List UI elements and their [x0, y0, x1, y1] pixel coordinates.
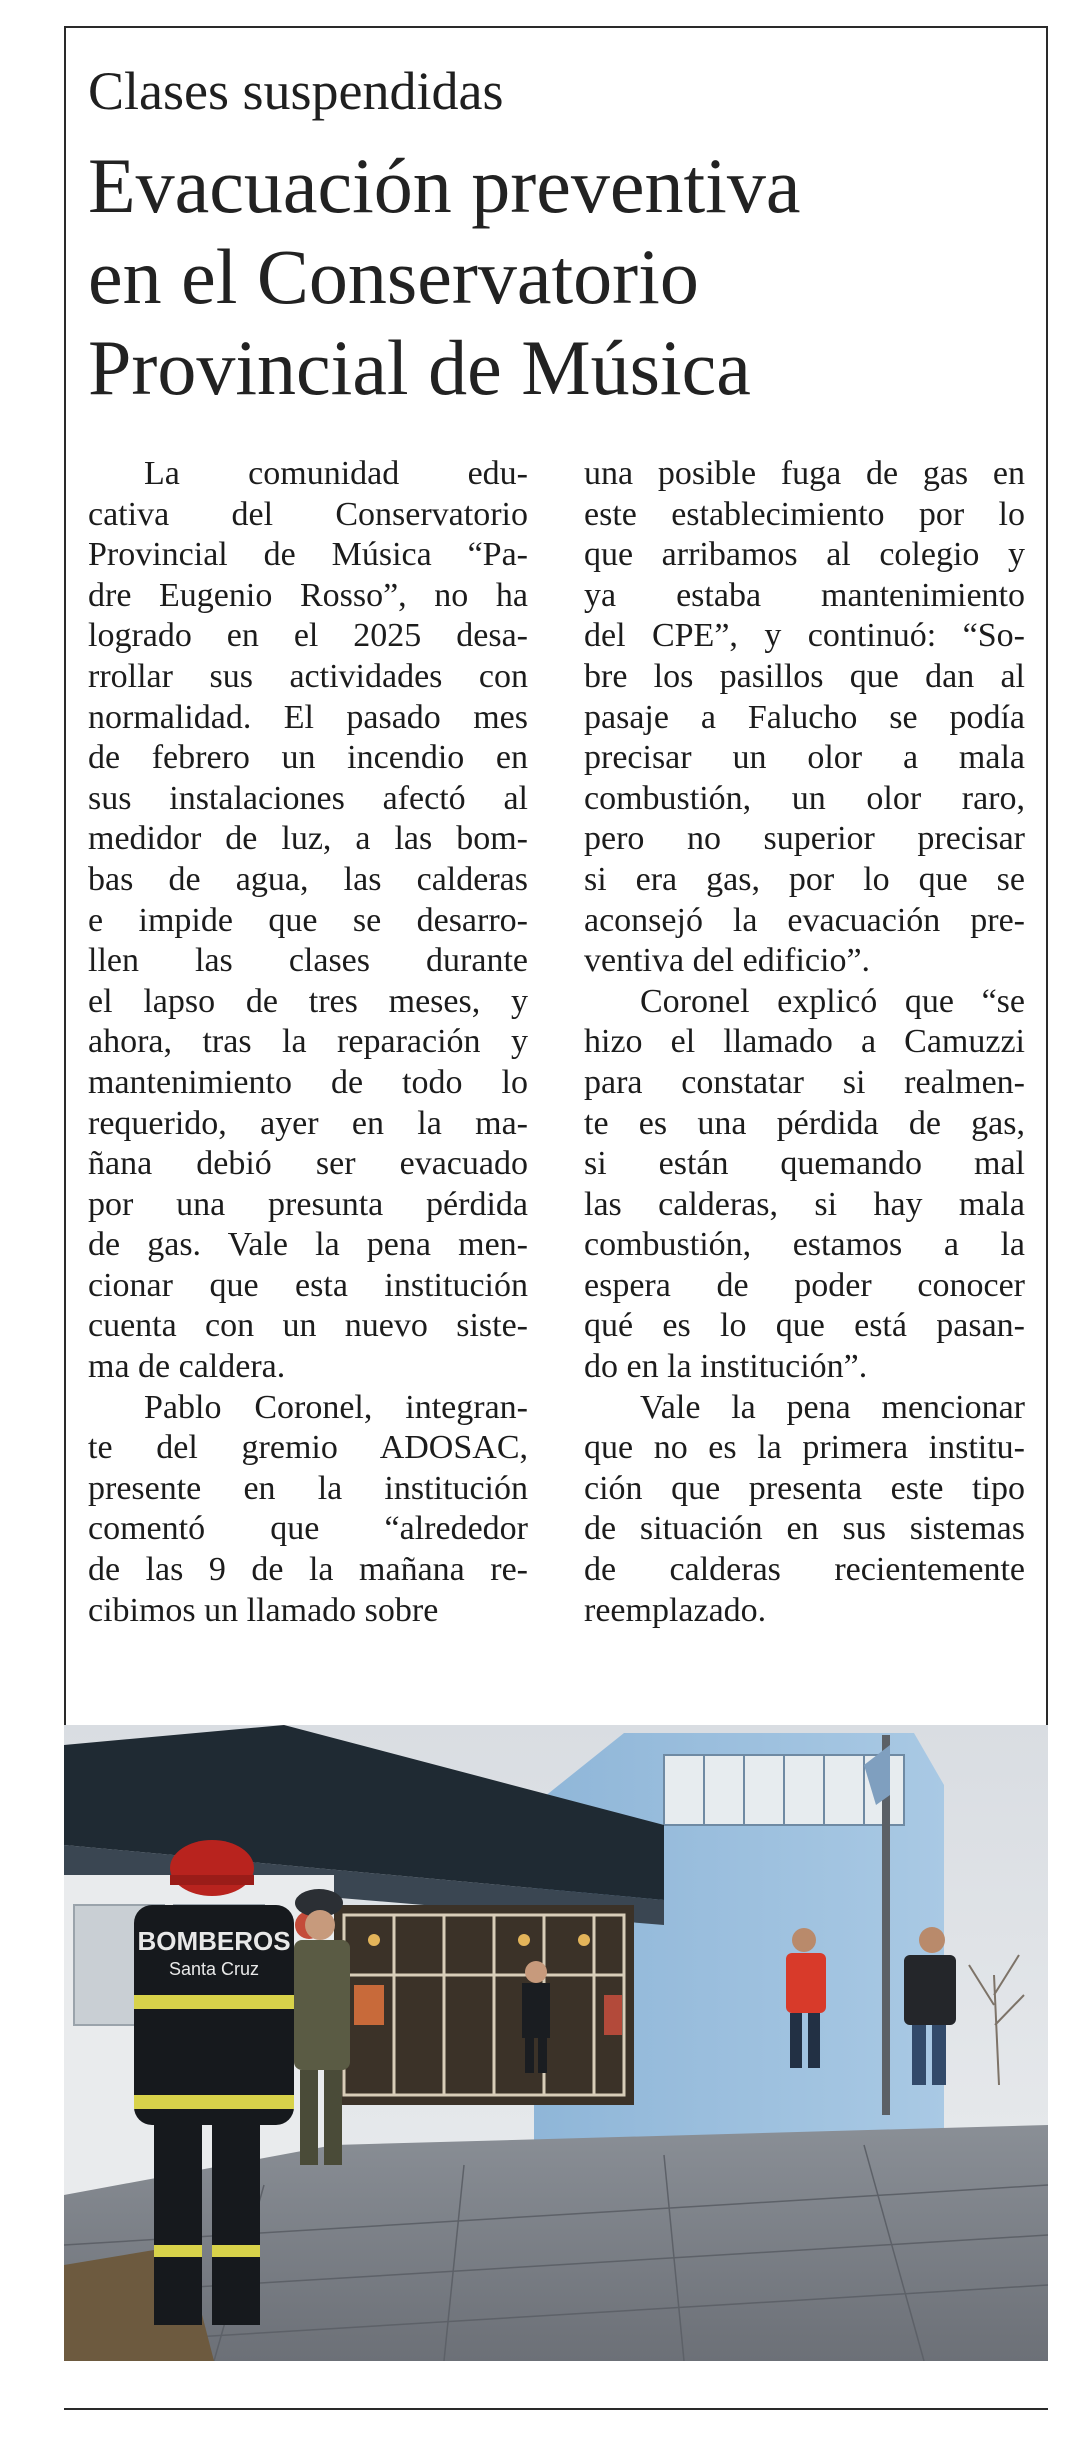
body-line: do en la institución”.	[584, 1348, 868, 1386]
body-line: normalidad. El pasado mes	[88, 698, 528, 736]
body-line: del CPE”, y continuó: “So-	[584, 617, 1025, 655]
article-headline	[88, 140, 800, 413]
article-body-right-column	[584, 454, 1025, 1631]
body-line: precisar un olor a mala	[584, 739, 1025, 777]
article-kicker: Clases suspendidas	[88, 61, 504, 121]
body-line: hizo el llamado a Camuzzi	[584, 1023, 1025, 1061]
body-line: dre Eugenio Rosso”, no ha	[88, 576, 528, 614]
body-line: mantenimiento de todo lo	[88, 1063, 528, 1101]
body-line: ya estaba mantenimiento	[584, 576, 1025, 614]
body-line: si era gas, por lo que se	[584, 860, 1025, 898]
body-line: qué es lo que está pasan-	[584, 1307, 1025, 1345]
body-line: ahora, tras la reparación y	[88, 1023, 528, 1061]
article-photo	[64, 1725, 1048, 2361]
body-line: ñana debió ser evacuado	[88, 1145, 528, 1183]
article-body-left-column	[88, 454, 528, 1631]
body-line: combustión, estamos a la	[584, 1226, 1025, 1264]
body-line: bas de agua, las calderas	[88, 860, 528, 898]
body-line: cibimos un llamado sobre	[88, 1591, 439, 1629]
body-line: pero no superior precisar	[584, 820, 1025, 858]
body-line: llen las clases durante	[88, 942, 528, 980]
body-line: este establecimiento por lo	[584, 495, 1025, 533]
body-line: te del gremio ADOSAC,	[88, 1429, 528, 1467]
body-line: de calderas recientemente	[584, 1551, 1025, 1589]
bottom-rule	[64, 2408, 1048, 2410]
body-line: de situación en sus sistemas	[584, 1510, 1025, 1548]
body-line: si están quemando mal	[584, 1145, 1025, 1183]
body-line: ma de caldera.	[88, 1348, 286, 1386]
body-line: para constatar si realmen-	[584, 1063, 1025, 1101]
body-line: cionar que esta institución	[88, 1266, 528, 1304]
body-line: por una presunta pérdida	[88, 1185, 528, 1223]
body-line: ción que presenta este tipo	[584, 1469, 1025, 1507]
body-line: La comunidad edu-	[144, 455, 528, 492]
body-line: e impide que se desarro-	[88, 901, 528, 939]
body-line: Provincial de Música “Pa-	[88, 536, 528, 574]
body-line: presente en la institución	[88, 1469, 528, 1507]
body-line: de febrero un incendio en	[88, 739, 528, 777]
body-line: de gas. Vale la pena men-	[88, 1226, 528, 1264]
body-line: rrollar sus actividades con	[88, 657, 528, 695]
body-line: Vale la pena mencionar	[640, 1388, 1025, 1426]
body-line: Pablo Coronel, integran-	[144, 1388, 528, 1426]
body-line: medidor de luz, a las bom-	[88, 820, 528, 858]
body-line: una posible fuga de gas en	[584, 455, 1025, 492]
body-line: de las 9 de la mañana re-	[88, 1551, 528, 1589]
headline-line: Provincial de Música	[88, 324, 751, 411]
jacket-subtext: Santa Cruz	[168, 1959, 260, 1979]
body-line: aconsejó la evacuación pre-	[584, 901, 1025, 939]
body-line: comentó que “alrededor	[88, 1510, 528, 1548]
body-line: combustión, un olor raro,	[584, 779, 1025, 817]
body-line: requerido, ayer en la ma-	[88, 1104, 528, 1142]
body-line: cuenta con un nuevo siste-	[88, 1307, 528, 1345]
body-line: reemplazado.	[584, 1591, 767, 1629]
headline-line: Evacuación preventiva	[88, 142, 801, 229]
body-line: logrado en el 2025 desa-	[88, 617, 528, 655]
body-line: cativa del Conservatorio	[88, 495, 528, 533]
body-line: que arribamos al colegio y	[584, 536, 1025, 574]
body-line: que no es la primera institu-	[584, 1429, 1025, 1467]
body-line: Coronel explicó que “se	[640, 982, 1025, 1020]
body-line: espera de poder conocer	[584, 1266, 1025, 1304]
body-line: sus instalaciones afectó al	[88, 779, 528, 817]
body-line: te es una pérdida de gas,	[584, 1104, 1025, 1142]
body-line: las calderas, si hay mala	[584, 1185, 1025, 1223]
body-line: bre los pasillos que dan al	[584, 657, 1025, 695]
body-line: el lapso de tres meses, y	[88, 982, 528, 1020]
body-line: ventiva del edificio”.	[584, 942, 871, 980]
headline-line: en el Conservatorio	[88, 233, 699, 320]
body-line: pasaje a Falucho se podía	[584, 698, 1025, 736]
jacket-text: BOMBEROS	[137, 1926, 291, 1956]
